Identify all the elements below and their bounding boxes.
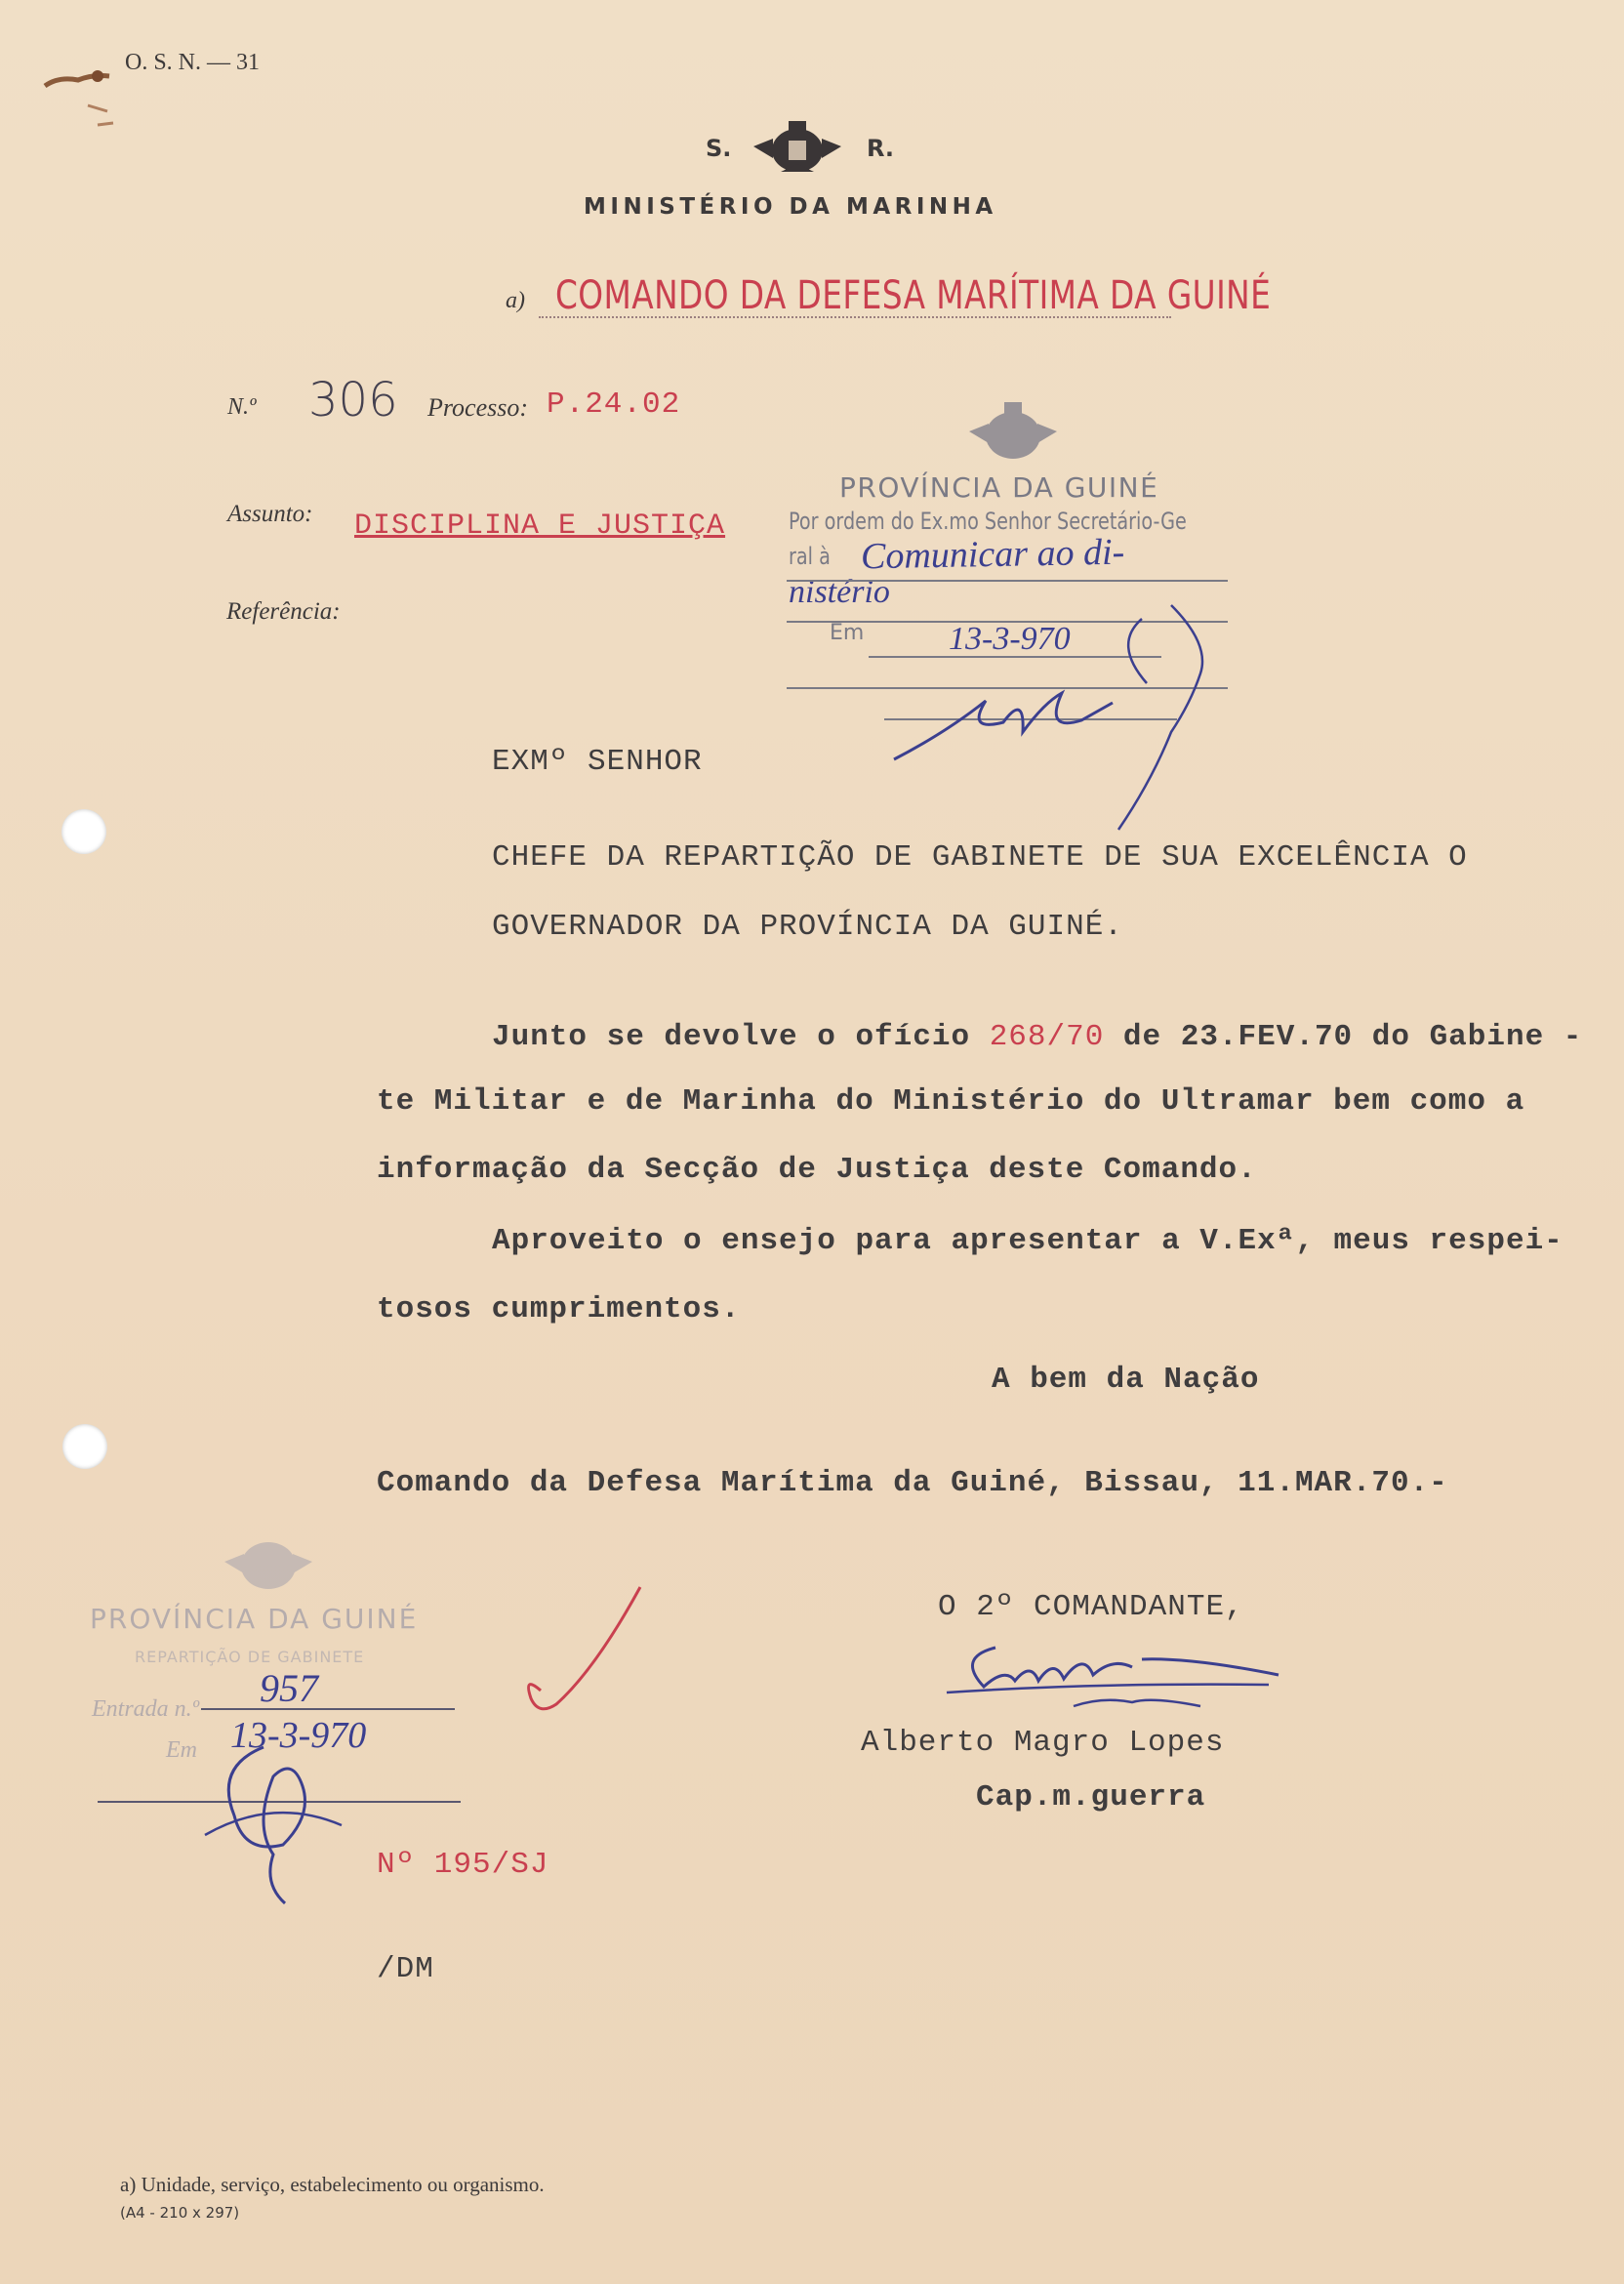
body-p1-ref: 268/70 xyxy=(989,1020,1105,1054)
stamp-bottom-entry-value: 957 xyxy=(260,1666,318,1710)
salutation: EXMº SENHOR xyxy=(492,745,703,779)
addressee-line2: GOVERNADOR DA PROVÍNCIA DA GUINÉ. xyxy=(492,910,1123,944)
signature-rank: Cap.m.guerra xyxy=(976,1780,1206,1815)
closing: A bem da Nação xyxy=(992,1363,1260,1397)
coat-of-arms-icon xyxy=(751,117,843,178)
body-p1-start: Junto se devolve o ofício xyxy=(492,1020,971,1054)
stamp-top-title: PROVÍNCIA DA GUINÉ xyxy=(839,471,1159,504)
number-label: N.º xyxy=(227,394,257,420)
red-check-mark xyxy=(517,1581,654,1718)
footer-initials: /DM xyxy=(377,1952,434,1986)
stamp-bottom-title: PROVÍNCIA DA GUINÉ xyxy=(90,1603,419,1635)
unit-stamp: COMANDO DA DEFESA MARÍTIMA DA GUINÉ xyxy=(555,273,1272,318)
stamp-bottom-entry-label: Entrada n.º xyxy=(92,1696,200,1722)
reference-label: Referência: xyxy=(226,598,341,625)
stamp-top-line2: ral à xyxy=(789,543,831,570)
punch-hole-top xyxy=(61,809,106,854)
body-p1-line1 xyxy=(492,1020,1582,1054)
form-code: O. S. N. — 31 xyxy=(125,50,261,75)
punch-hole-bottom xyxy=(62,1424,107,1469)
stamp-bottom-initials xyxy=(195,1737,351,1913)
stamp-top-signature xyxy=(878,586,1230,839)
subject-label: Assunto: xyxy=(227,501,313,527)
body-p2-line1: Aproveito o ensejo para apresentar a V.Exª, meus respei- xyxy=(492,1224,1563,1258)
body-p1-line3: informação da Secção de Justiça deste Comando. xyxy=(377,1153,1257,1187)
footer-format: (A4 - 210 x 297) xyxy=(120,2204,240,2222)
footer-ref-number: Nº 195/SJ xyxy=(377,1848,549,1882)
stamp-bottom-emblem-icon xyxy=(224,1530,312,1599)
body-p2-line2: tosos cumprimentos. xyxy=(377,1292,741,1326)
signature-role: O 2º COMANDANTE, xyxy=(938,1590,1244,1624)
subject-value: DISCIPLINA E JUSTIÇA xyxy=(354,510,726,543)
stamp-bottom-date-label: Em xyxy=(166,1737,197,1763)
unit-marker: a) xyxy=(506,288,525,313)
place-date: Comando da Defesa Marítima da Guiné, Bissau, 11.MAR.70.- xyxy=(377,1466,1448,1500)
footer-note: a) Unidade, serviço, estabelecimento ou organismo. xyxy=(120,2173,545,2196)
stamp-bottom-rule1 xyxy=(201,1708,455,1710)
addressee-line1: CHEFE DA REPARTIÇÃO DE GABINETE DE SUA EXCELÊNCIA O xyxy=(492,840,1468,875)
stamp-top-date: 13-3-970 xyxy=(949,621,1071,657)
process-label: Processo: xyxy=(427,393,529,422)
ministry-title: MINISTÉRIO DA MARINHA xyxy=(584,194,997,220)
unit-underline xyxy=(539,316,1171,318)
signature-name: Alberto Magro Lopes xyxy=(861,1726,1225,1760)
body-p1-end: de 23.FEV.70 do Gabine - xyxy=(1122,1020,1583,1054)
stamp-bottom-date-value: 13-3-970 xyxy=(230,1715,367,1756)
sr-right: R. xyxy=(867,135,895,162)
commander-signature xyxy=(937,1628,1298,1726)
stamp-top-handwritten1: Comunicar ao di- xyxy=(860,531,1125,578)
stamp-top-line1: Por ordem do Ex.mo Senhor Secretário-Ge xyxy=(789,508,1187,535)
stamp-top-rule1 xyxy=(787,580,1228,582)
stamp-emblem-icon xyxy=(969,400,1057,469)
process-value: P.24.02 xyxy=(547,387,681,422)
stamp-top-date-label: Em xyxy=(830,621,865,645)
body-p1-line2: te Militar e de Marinha do Ministério do Ultramar bem como a xyxy=(377,1084,1525,1119)
sr-left: S. xyxy=(706,135,732,162)
number-value: 306 xyxy=(308,373,398,428)
rust-mark-icon xyxy=(39,47,127,135)
stamp-bottom-subtitle: REPARTIÇÃO DE GABINETE xyxy=(135,1648,365,1666)
stamp-top-handwritten2: nistério xyxy=(789,574,890,610)
